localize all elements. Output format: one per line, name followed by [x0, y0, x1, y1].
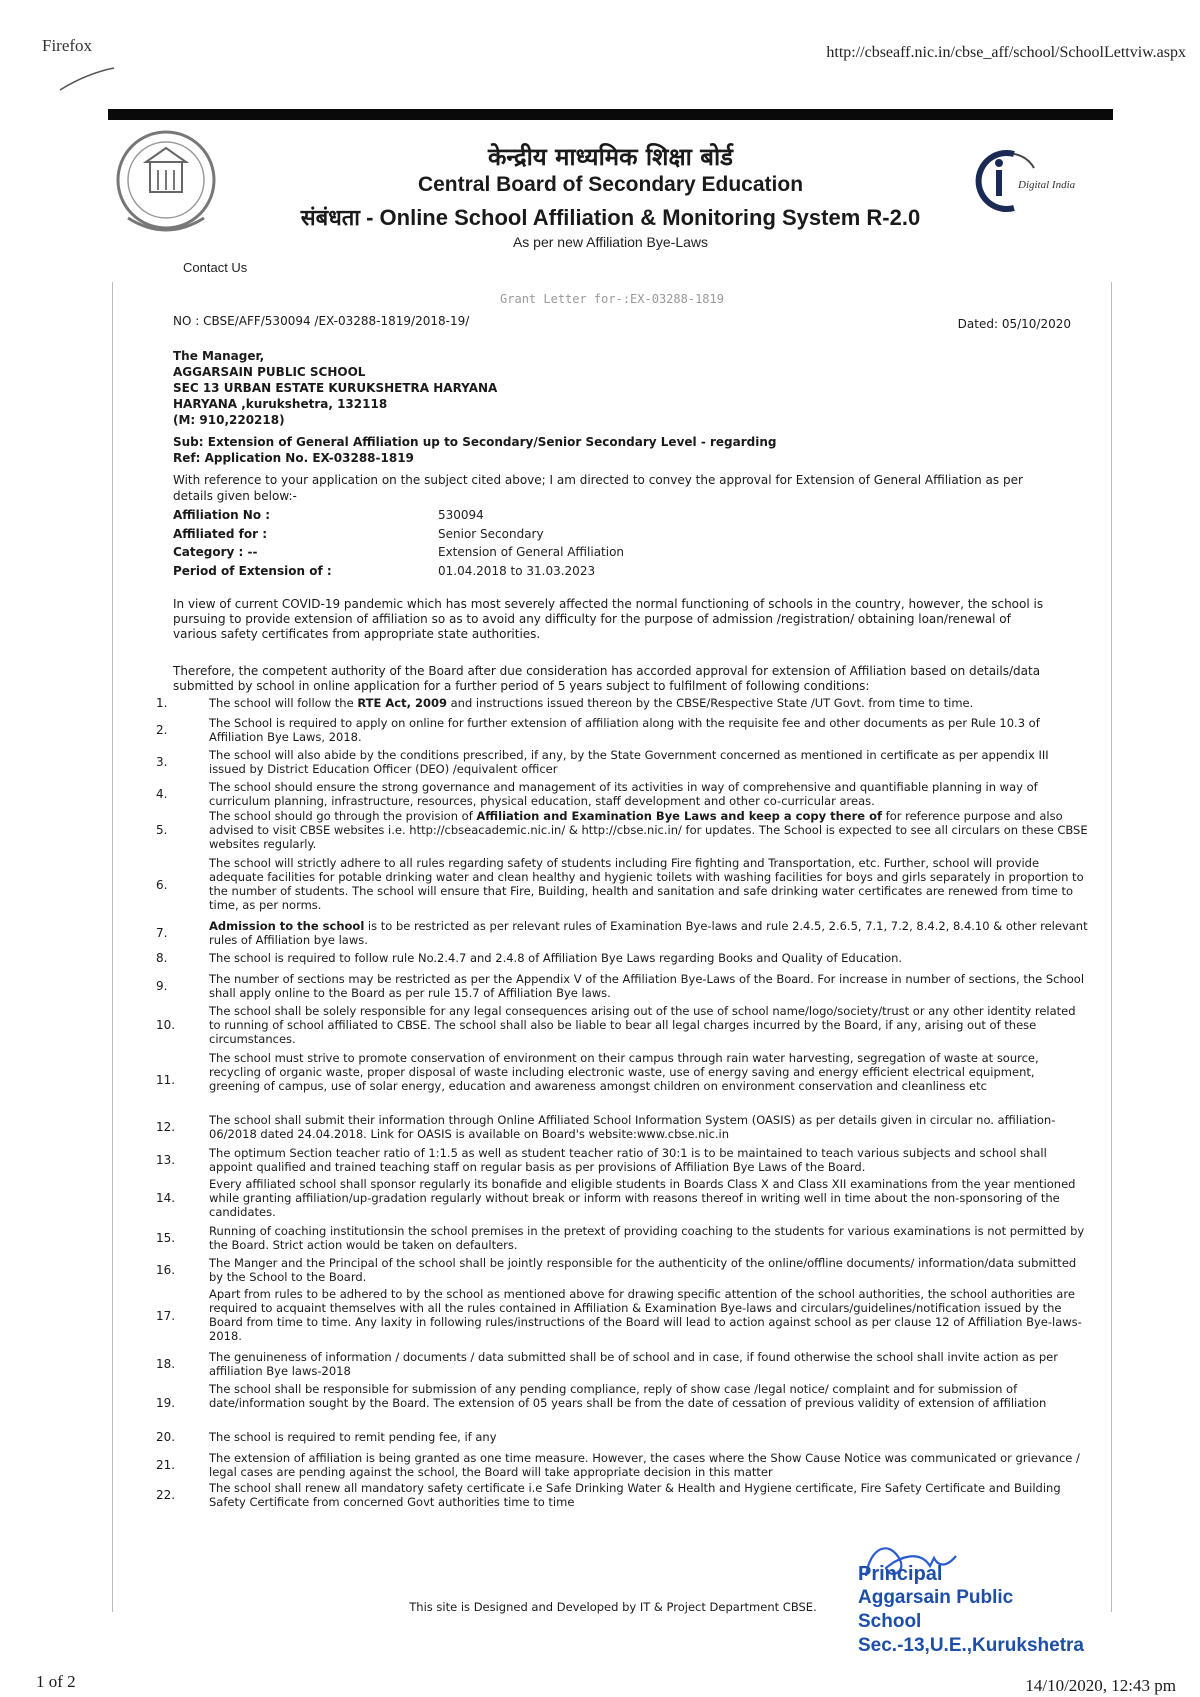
approval-paragraph: Therefore, the competent authority of the Board after due consideration has accorded approval for extension of Affiliation based on details/data submitted by school in online application for a further period of 5 years subject to fulfilment of following conditions:: [173, 664, 1041, 693]
condition-number: 10.: [156, 1018, 176, 1032]
letter-date: Dated: 05/10/2020: [957, 317, 1071, 331]
address-line: HARYANA ,kurukshetra, 132118: [173, 397, 388, 411]
pen-mark: [58, 64, 118, 94]
condition-number: 4.: [156, 787, 168, 801]
board-title-hindi: केन्द्रीय माध्यमिक शिक्षा बोर्ड: [487, 143, 734, 171]
grant-letter-caption: Grant Letter for-:EX-03288-1819: [500, 292, 724, 306]
intro-paragraph: With reference to your application on the subject cited above; I am directed to convey the approval for Extension of General Affiliation as per details given below:-: [173, 473, 1023, 503]
condition-text: The school will also abide by the conditions prescribed, if any, by the State Government concerned as mentioned in certificate as per appendix III issued by District Education Officer (DEO) /equivalent officer: [209, 748, 1049, 776]
condition-text: The extension of affiliation is being granted as one time measure. However, the cases where the Show Cause Notice was communicated or grievance / legal cases are pending against the school, the Board will take appropriate decision in this matter: [209, 1451, 1080, 1479]
digital-india-logo: [974, 148, 1098, 214]
address-line: The Manager,: [173, 349, 265, 363]
affiliation-details: [173, 506, 973, 580]
condition-text: Admission to the school is to be restricted as per relevant rules of Examination Bye-laws and rule 2.4.5, 2.6.5, 7.1, 7.2, 8.4.2, 8.4.10 & other relevant rules of Affiliation bye laws.: [209, 919, 1088, 947]
reference-line: Ref: Application No. EX-03288-1819: [173, 451, 414, 465]
condition-number: 19.: [156, 1396, 176, 1410]
condition-number: 3.: [156, 755, 168, 769]
condition-text: The school shall be responsible for submission of any pending compliance, reply of show case /legal notice/ complaint and for submission of date/information sought by the Board. The extension of 05 years shall be from the date of cessation of previous validity of extension of affiliation: [209, 1382, 1047, 1410]
letter-subject: [173, 434, 776, 466]
condition-number: 21.: [156, 1458, 176, 1472]
subject-line: Sub: Extension of General Affiliation up to Secondary/Senior Secondary Level - regarding: [173, 435, 777, 449]
stamp-school: Aggarsain Public School: [858, 1587, 1014, 1632]
detail-label: Affiliated for :: [173, 526, 267, 541]
condition-text: The school should ensure the strong governance and management of its activities in way of comprehensive and quantifiable planning in way of curriculum planning, infrastructure, resources, physical education, staff development and other co-curricular areas.: [209, 780, 1038, 808]
detail-label: Category : --: [173, 545, 258, 560]
detail-value: Extension of General Affiliation: [438, 545, 625, 560]
condition-number: 9.: [156, 979, 168, 993]
address-line: (M: 910,220218): [173, 413, 285, 427]
condition-text: Running of coaching institutionsin the school premises in the pretext of providing coaching to the students for various examinations is not permitted by the Board. Strict action would be taken on defaulters.: [209, 1224, 1085, 1252]
condition-text: The school will follow the RTE Act, 2009 and instructions issued thereon by the CBSE/Respective State /UT Govt. from time to time.: [209, 696, 974, 710]
condition-number: 7.: [156, 926, 168, 940]
condition-text: The school shall submit their information through Online Affiliated School Information System (OASIS) as per details given in circular no. affiliation-06/2018 dated 24.04.2018. Link for OASIS is available on Board's website:www.cbse.nic.in: [209, 1113, 1056, 1141]
condition-number: 17.: [156, 1309, 176, 1323]
condition-text: The school shall be solely responsible for any legal consequences arising out of the use of school name/logo/society/trust or any other identity related to running of school affiliated to CBSE. The school shall also be liable to bear all legal charges incurred by the Board, if any, arising out of these circumstances.: [209, 1004, 1076, 1046]
detail-label: Affiliation No :: [173, 508, 271, 522]
board-title: Central Board of Secondary Education: [417, 173, 804, 196]
detail-row: [173, 543, 973, 562]
condition-text: Every affiliated school shall sponsor regularly its bonafide and eligible students in Boards Class X and Class XII examinations from the year mentioned while granting affiliation/up-gradation regularly without break or inform with reasons thereof in writing well in time about the non-sponsoring of the candidates.: [209, 1177, 1076, 1219]
detail-row: [173, 525, 973, 544]
principal-stamp: [858, 1562, 1084, 1658]
condition-text: The school is required to follow rule No.2.4.7 and 2.4.8 of Affiliation Bye Laws regarding Books and Quality of Education.: [209, 951, 903, 965]
condition-number: 14.: [156, 1191, 176, 1205]
condition-text: The school is required to remit pending fee, if any: [209, 1430, 497, 1444]
site-banner: [108, 120, 1113, 270]
condition-number: 20.: [156, 1430, 176, 1444]
condition-number: 8.: [156, 951, 168, 965]
condition-number: 15.: [156, 1231, 176, 1245]
print-header: [0, 36, 1200, 66]
recipient-address: [173, 348, 497, 428]
condition-text: The school will strictly adhere to all rules regarding safety of students including Fire fighting and Transportation, etc. Further, school will provide adequate facilities for potable drinking water and clean healthy and hygienic toilets with washing facilities for boys and girls separately in proportion to the number of students. The school will ensure that Fire, Building, health and sanitation and safe drinking water certificates are renewed from time to time, as per norms.: [209, 856, 1084, 912]
condition-number: 22.: [156, 1488, 176, 1502]
detail-value: Senior Secondary: [438, 526, 544, 541]
stamp-title: Principal: [858, 1563, 943, 1585]
condition-text: Apart from rules to be adhered to by the school as mentioned above for drawing specific attention of the school authorities, the school authorities are required to acquaint themselves with all the rules contained in Affiliation & Examination Bye-laws and circulars/guidelines/notification issued by the Board from time to time. Any laxity in following rules/instructions of the Board will lead to action against school as per clause 12 of Affiliation Bye-laws-2018.: [209, 1287, 1082, 1343]
page-number: 1 of 2: [36, 1672, 76, 1691]
contact-us-link[interactable]: Contact Us: [183, 260, 248, 275]
system-subtitle: As per new Affiliation Bye-Laws: [512, 234, 709, 250]
condition-text: The school should go through the provision of Affiliation and Examination Bye Laws and keep a copy there of for reference purpose and also advised to visit CBSE websites i.e. http://cbseacademic.nic.in/ & http://cbse.nic.in/ for updates. The School is expected to see all circulars on these CBSE websites regularly.: [209, 809, 1088, 851]
condition-text: The Manger and the Principal of the school shall be jointly responsible for the authenticity of the online/offline documents/ information/data submitted by the School to the Board.: [209, 1256, 1077, 1284]
browser-name: Firefox: [42, 36, 93, 55]
letter-ref-number: NO : CBSE/AFF/530094 /EX-03288-1819/2018-19/: [173, 314, 470, 328]
detail-value: 530094: [438, 508, 484, 522]
condition-text: The School is required to apply on online for further extension of affiliation along with the requisite fee and other documents as per Rule 10.3 of Affiliation Bye Laws, 2018.: [209, 716, 1040, 744]
condition-number: 6.: [156, 878, 168, 892]
detail-label: Period of Extension of :: [173, 563, 332, 578]
covid-paragraph: In view of current COVID-19 pandemic which has most severely affected the normal functioning of schools in the country, however, the school is pursuing to provide extension of affiliation so as to avoid any difficulty for the purpose of admission /registration/ obtaining loan/renewal of various safety certificates from appropriate state authorities.: [173, 597, 1044, 641]
system-title-hindi: संबंधता: [300, 205, 360, 230]
detail-row: [173, 562, 973, 581]
condition-number: 18.: [156, 1357, 176, 1371]
condition-number: 2.: [156, 723, 168, 737]
detail-value: 01.04.2018 to 31.03.2023: [438, 563, 596, 578]
print-timestamp: 14/10/2020, 12:43 pm: [1025, 1676, 1176, 1695]
system-title: [108, 202, 1113, 232]
condition-text: The school must strive to promote conservation of environment on their campus through rain water harvesting, segregation of waste at source, recycling of organic waste, proper disposal of waste including electronic waste, use of energy saving and energy efficient electrical equipment, greening of campus, use of solar energy, education and awareness amongst children on environment conservation and cleanliness etc: [209, 1051, 1039, 1093]
detail-row: [173, 506, 973, 525]
stamp-address: Sec.-13,U.E.,Kurukshetra: [858, 1635, 1084, 1656]
condition-text: The school shall renew all mandatory safety certificate i.e Safe Drinking Water & Health and Hygiene certificate, Fire Safety Certificate and Building Safety Certificate from concerned Govt authorities time to time: [209, 1481, 1061, 1509]
condition-number: 16.: [156, 1263, 176, 1277]
system-title-text: - Online School Affiliation & Monitoring System R-2.0: [359, 205, 921, 230]
condition-text: The optimum Section teacher ratio of 1:1.5 as well as student teacher ratio of 30:1 is to be maintained to teach various subjects and school shall appoint qualified and trained teaching staff on regular basis as per provisions of Affiliation Bye Laws of the Board.: [209, 1146, 1047, 1174]
condition-number: 11.: [156, 1073, 176, 1087]
digital-india-label: Digital India: [1018, 179, 1076, 191]
condition-number: 5.: [156, 823, 168, 837]
condition-text: The genuineness of information / documents / data submitted shall be of school and in case, if found otherwise the school shall invite action as per affiliation Bye laws-2018: [209, 1350, 1058, 1378]
condition-number: 13.: [156, 1153, 176, 1167]
address-line: SEC 13 URBAN ESTATE KURUKSHETRA HARYANA: [173, 381, 498, 395]
condition-text: The number of sections may be restricted as per the Appendix V of the Affiliation Bye-Laws of the Board. For increase in number of sections, the School shall apply online to the Board as per rule 15.7 of Affiliation Bye laws.: [209, 972, 1085, 1000]
condition-number: 1.: [156, 696, 168, 710]
grant-letter: [112, 282, 1112, 1612]
address-line: AGGARSAIN PUBLIC SCHOOL: [173, 365, 366, 379]
site-credit: This site is Designed and Developed by IT & Project Department CBSE.: [409, 1600, 817, 1614]
header-bar: [108, 109, 1113, 120]
print-url: http://cbseaff.nic.in/cbse_aff/school/SchoolLettviw.aspx: [826, 44, 1186, 61]
condition-number: 12.: [156, 1120, 176, 1134]
